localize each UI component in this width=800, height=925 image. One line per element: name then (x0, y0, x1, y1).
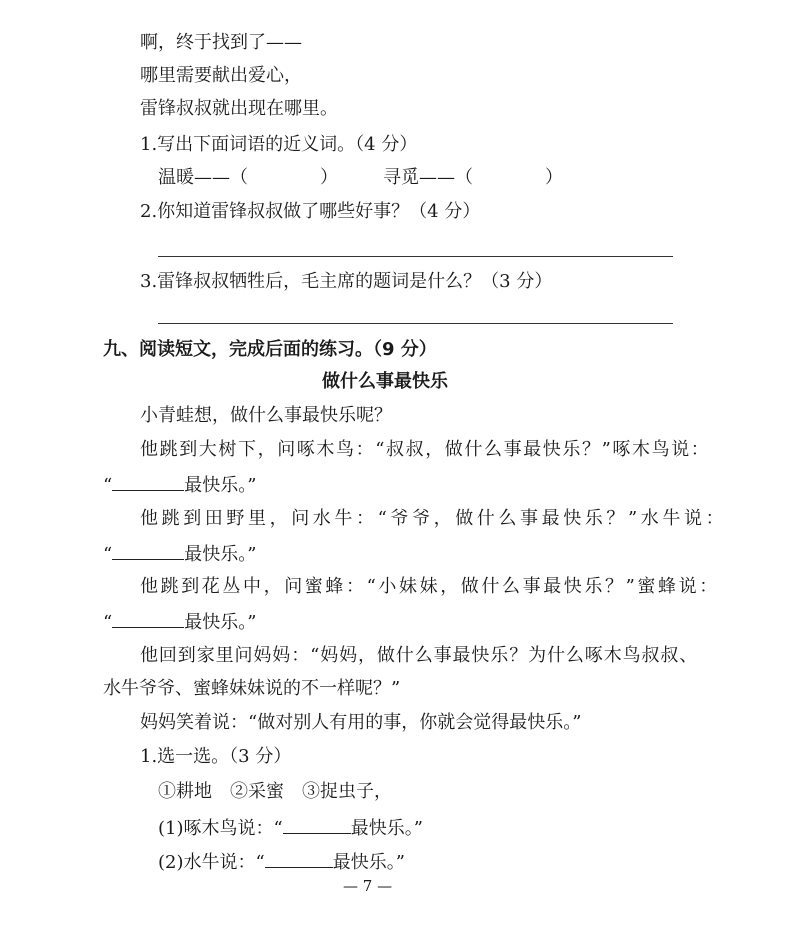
option-list (158, 780, 392, 804)
item-suffix: 最快乐。” (332, 852, 405, 873)
page-number: — 7 — (343, 877, 393, 895)
story-paragraph: 他回到家里问妈妈：“妈妈，做什么事最快乐？为什么啄木鸟叔叔、 (140, 645, 699, 666)
answer-blank[interactable] (283, 815, 351, 834)
question-2-prompt: 2.你知道雷锋叔叔做了哪些好事？（4 分） (140, 201, 481, 222)
answer-line[interactable] (158, 323, 673, 324)
story-paragraph: 水牛爷爷、蜜蜂妹妹说的不一样呢？” (103, 678, 401, 699)
synonym-item-1 (158, 166, 338, 190)
quote-end: 最快乐。” (184, 612, 257, 633)
synonym-word: 温暖——（ (158, 167, 248, 188)
story-fill-line (103, 609, 256, 635)
poem-line: 哪里需要献出爱心， (140, 65, 302, 86)
question-3-prompt: 3.雷锋叔叔牺牲后，毛主席的题词是什么？（3 分） (140, 271, 553, 292)
poem-line: 雷锋叔叔就出现在哪里。 (140, 98, 338, 119)
quote-end: 最快乐。” (184, 544, 257, 565)
story-paragraph: 他跳到田野里，问水牛：“爷爷，做什么事最快乐？”水牛说： (140, 508, 728, 529)
item-prefix: (1)啄木鸟说：“ (158, 818, 283, 839)
story-paragraph: 他跳到花丛中，问蜜蜂：“小妹妹，做什么事最快乐？”蜜蜂说： (140, 576, 720, 597)
synonym-item-2 (383, 166, 563, 190)
item-suffix: 最快乐。” (350, 818, 423, 839)
answer-blank[interactable] (112, 609, 184, 628)
story-fill-line (103, 541, 256, 567)
exercise-item-1 (158, 815, 423, 841)
question-1-prompt: 1.写出下面词语的近义词。（4 分） (140, 134, 418, 155)
answer-blank[interactable] (112, 541, 184, 560)
answer-line[interactable] (158, 256, 673, 257)
story-title: 做什么事最快乐 (322, 371, 448, 392)
synonym-word: 寻觅——（ (383, 167, 473, 188)
paren-close: ） (545, 167, 563, 188)
exercise-prompt: 1.选一选。（3 分） (140, 746, 292, 767)
story-paragraph: 妈妈笑着说：“做对别人有用的事，你就会觉得最快乐。” (140, 712, 582, 733)
quote-end: 最快乐。” (184, 475, 257, 496)
answer-blank[interactable] (265, 849, 333, 868)
quote-open: “ (103, 612, 113, 633)
exercise-item-2 (158, 849, 405, 875)
option-item: ②采蜜 (230, 781, 284, 802)
option-item: ③捉虫子， (302, 781, 392, 802)
quote-open: “ (103, 475, 113, 496)
section-heading: 九、阅读短文，完成后面的练习。（9 分） (103, 339, 437, 360)
option-item: ①耕地 (158, 781, 212, 802)
quote-open: “ (103, 544, 113, 565)
poem-line: 啊，终于找到了—— (140, 32, 302, 53)
story-fill-line (103, 472, 256, 498)
story-paragraph: 他跳到大树下，问啄木鸟：“叔叔，做什么事最快乐？”啄木鸟说： (140, 439, 711, 460)
paren-close: ） (320, 167, 338, 188)
story-paragraph: 小青蛙想，做什么事最快乐呢？ (140, 405, 392, 426)
item-prefix: (2)水牛说：“ (158, 852, 265, 873)
answer-blank[interactable] (112, 472, 184, 491)
